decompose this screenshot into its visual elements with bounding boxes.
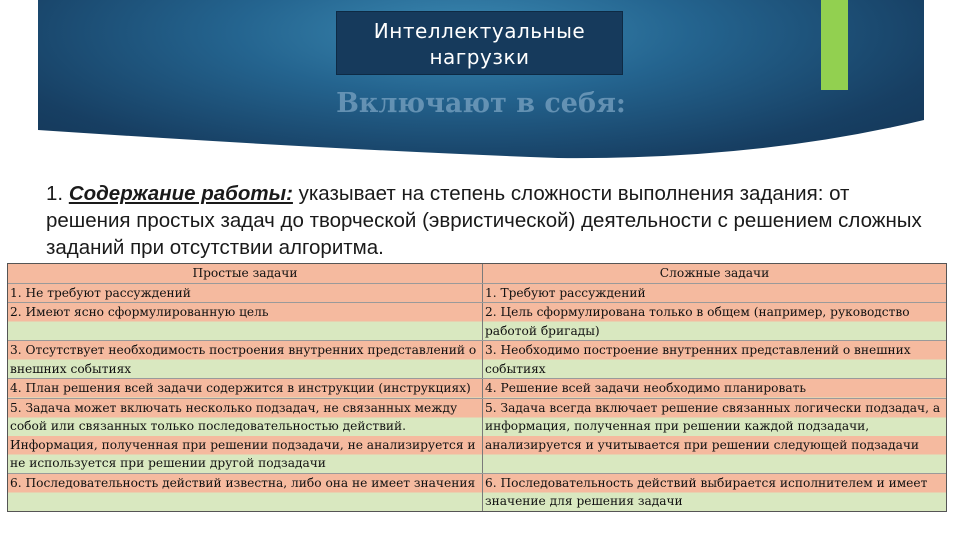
table-cell: 5. Задача всегда включает решение связанных логически подзадач, а информация, полученная при решении каждой подзадачи, анализируется и учитывается при решении следующей подзадачи [483, 399, 946, 473]
header-simple-tasks: Простые задачи [8, 264, 483, 283]
table-cell: 5. Задача может включать несколько подзадач, не связанных между собой или связанных только последовательностью действий. Информация, полученная при решении подзадачи, не анализируется и не используется при решении другой подзадачи [8, 399, 483, 473]
table-row [8, 283, 946, 303]
intro-number: 1. [46, 182, 64, 205]
table-row [8, 340, 946, 378]
slide-title-line-2: нагрузки [429, 45, 530, 69]
intro-paragraph [46, 180, 926, 261]
table-row [8, 473, 946, 511]
slide-title-line-1: Интеллектуальные [373, 19, 586, 43]
table-cell: 4. Решение всей задачи необходимо планировать [483, 379, 946, 398]
intro-term: Содержание работы: [68, 182, 293, 205]
table-cell: 3. Отсутствует необходимость построения внутренних представлений о внешних событиях [8, 341, 483, 378]
table-row [8, 378, 946, 398]
table-row [8, 302, 946, 340]
table-cell: 2. Цель сформулирована только в общем (например, руководство работой бригады) [483, 303, 946, 340]
header-complex-tasks: Сложные задачи [483, 264, 946, 283]
table-cell: 1. Не требуют рассуждений [8, 284, 483, 303]
table-cell: 1. Требуют рассуждений [483, 284, 946, 303]
table-cell: 6. Последовательность действий выбирается исполнителем и имеет значение для решения задачи [483, 474, 946, 511]
accent-bar [821, 0, 848, 90]
table-cell: 4. План решения всей задачи содержится в инструкции (инструкциях) [8, 379, 483, 398]
intro-text: указывает на степень сложности выполнения задания: от решения простых задач до творческой (эвристической) деятельности с решением сложных заданий при отсутствии алгоритма. [46, 182, 922, 259]
table-header-row [8, 264, 946, 283]
slide-title-box [336, 11, 623, 75]
slide-subtitle: Включают в себя: [336, 88, 626, 119]
table-cell: 6. Последовательность действий известна, либо она не имеет значения [8, 474, 483, 511]
table-cell: 3. Необходимо построение внутренних представлений о внешних событиях [483, 341, 946, 378]
table-row [8, 398, 946, 473]
comparison-table [7, 263, 947, 512]
table-cell: 2. Имеют ясно сформулированную цель [8, 303, 483, 340]
